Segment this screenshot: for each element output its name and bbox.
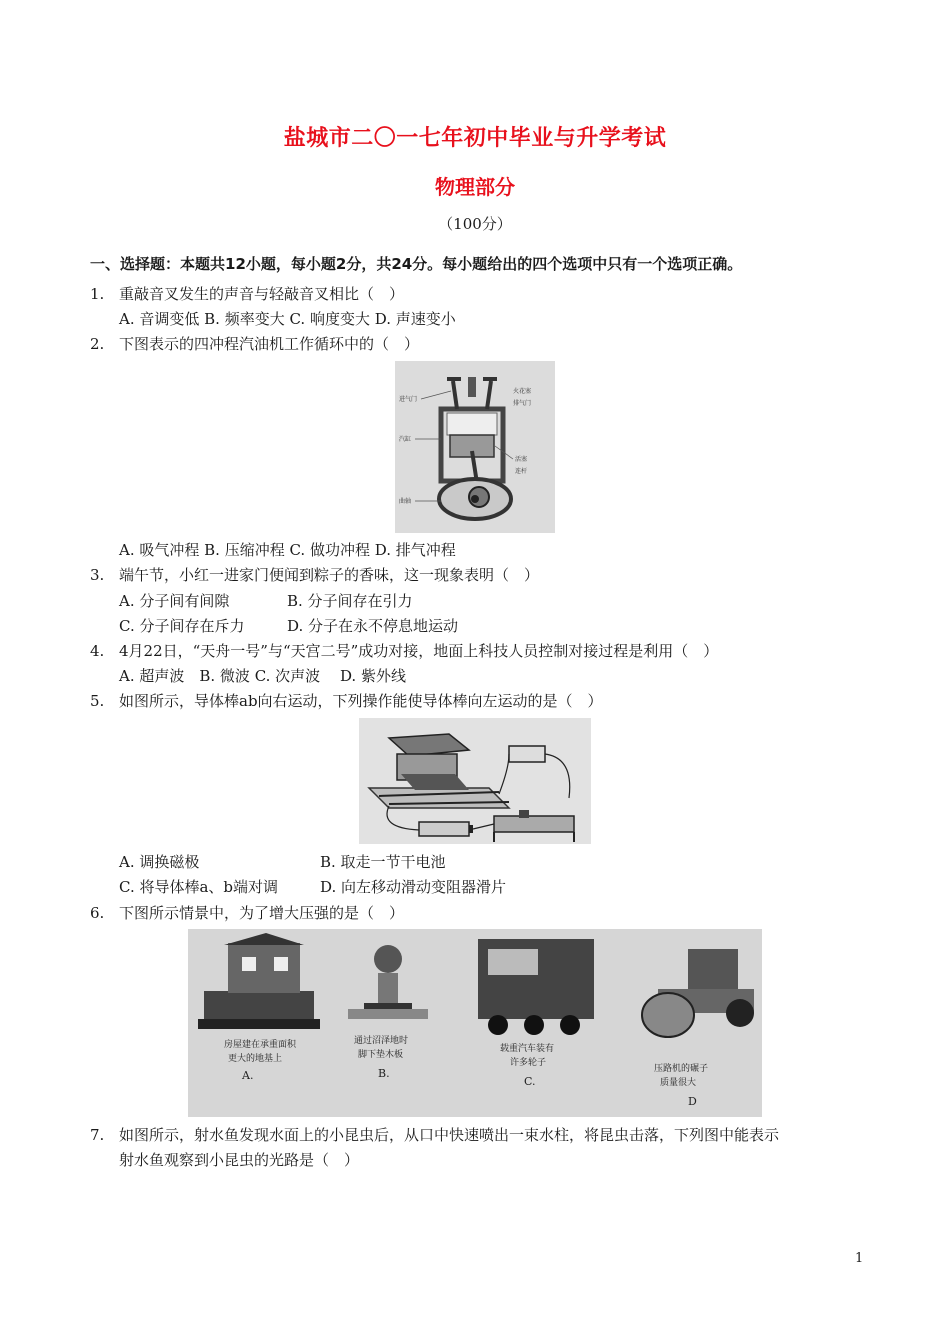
engine-label: 排气门 [513,400,532,407]
caption-b-letter: B. [378,1067,390,1080]
question-number: 2. [90,335,105,353]
caption-d-letter: D [688,1095,697,1108]
question-number: 4. [90,642,105,660]
caption-b: 脚下垫木板 [358,1050,404,1060]
question-6-text: 下图所示情景中，为了增大压强的是（ ） [119,904,405,922]
caption-b: 通过沼泽地时 [354,1036,409,1046]
engine-label: 汽缸 [399,436,412,443]
question-3-text: 端午节，小红一进家门便闻到粽子的香味，这一现象表明（ ） [119,566,540,584]
question-1-options: A. 音调变低 B. 频率变大 C. 响度变大 D. 声速变小 [119,310,456,328]
caption-a: 更大的地基上 [228,1054,283,1064]
engine-figure [395,361,555,533]
truck-scene [478,939,594,1035]
question-number: 7. [90,1126,105,1144]
engine-label: 活塞 [515,456,528,463]
question-number: 3. [90,566,105,584]
total-score: （100分） [438,215,512,233]
question-3-option-b: B. 分子间存在引力 [287,592,413,610]
question-5-text: 如图所示，导体棒ab向右运动，下列操作能使导体棒向左运动的是（ ） [119,692,603,710]
engine-label: 曲轴 [399,498,412,505]
caption-c: 载重汽车装有 [500,1044,555,1054]
question-4-text: 4月22日，“天舟一号”与“天宫二号”成功对接，地面上科技人员控制对接过程是利用（ ） [119,642,719,660]
caption-d: 压路机的碾子 [654,1064,709,1074]
engine-label: 火花塞 [513,388,532,395]
question-number: 5. [90,692,105,710]
engine-label: 连杆 [515,468,528,475]
caption-a-letter: A. [242,1069,254,1082]
question-4-options: A. 超声波 B. 微波 C. 次声波 D. 紫外线 [119,667,406,685]
question-5-option-d: D. 向左移动滑动变阻器滑片 [320,878,507,896]
exam-title: 盐城市二〇一七年初中毕业与升学考试 [283,126,667,151]
question-7-text: 如图所示，射水鱼发现水面上的小昆虫后，从口中快速喷出一束水柱，将昆虫击落，下列图中能表示 [119,1126,780,1144]
section-heading: 一、选择题：本题共12小题，每小题2分，共24分。每小题给出的四个选项中只有一个选项正确。 [90,255,743,273]
caption-a: 房屋建在承重面积 [224,1040,297,1050]
question-5-option-c: C. 将导体棒a、b端对调 [119,878,279,896]
pressure-figure [188,929,762,1117]
question-7-text-cont: 射水鱼观察到小昆虫的光路是（ ） [119,1151,360,1169]
question-3-option-a: A. 分子间有间隙 [119,592,230,610]
circuit-figure [359,718,591,844]
question-5-option-b: B. 取走一节干电池 [320,853,446,871]
question-number: 6. [90,904,105,922]
caption-c-letter: C. [524,1075,536,1088]
question-3-option-d: D. 分子在永不停息地运动 [287,617,459,635]
caption-d: 质量很大 [660,1078,697,1088]
engine-label: 进气门 [399,396,418,403]
caption-c: 许多轮子 [510,1058,547,1068]
page-number: 1 [855,1251,864,1266]
question-2-options: A. 吸气冲程 B. 压缩冲程 C. 做功冲程 D. 排气冲程 [119,541,456,559]
question-number: 1. [90,285,105,303]
exam-subtitle: 物理部分 [435,175,515,199]
question-1-text: 重敲音叉发生的声音与轻敲音叉相比（ ） [119,285,405,303]
question-3-option-c: C. 分子间存在斥力 [119,617,245,635]
question-5-option-a: A. 调换磁极 [119,853,200,871]
question-2-text: 下图表示的四冲程汽油机工作循环中的（ ） [119,335,420,353]
